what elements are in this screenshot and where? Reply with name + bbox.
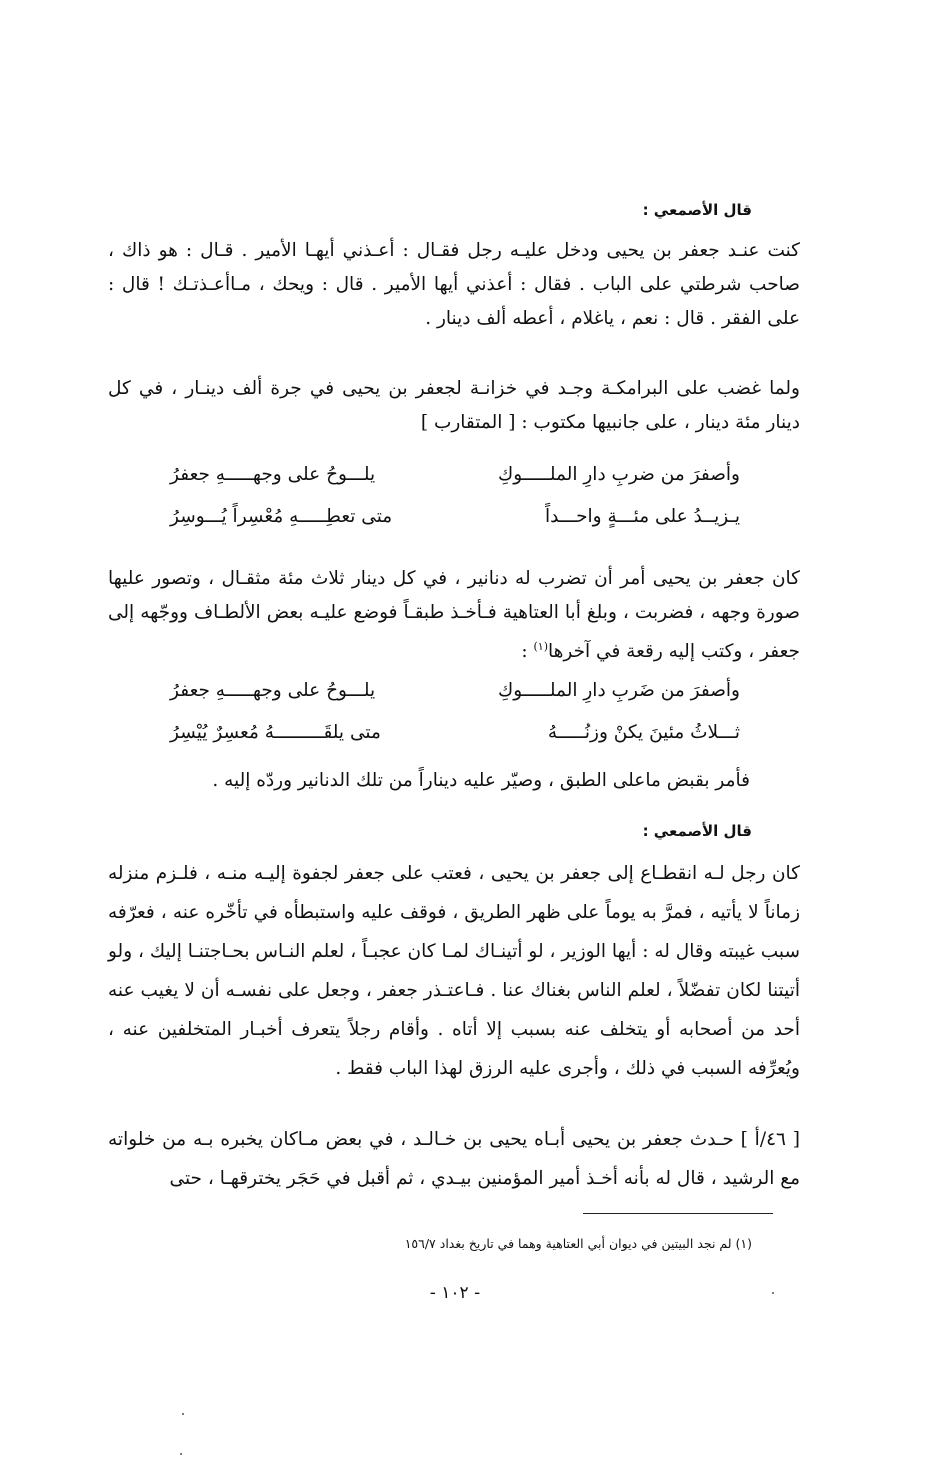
footnote-reference: (١) (533, 640, 548, 653)
scan-speck (182, 1413, 184, 1415)
verse-hemistich-first: ثـــلاثُ مئينَ يكنْ وزنُـــــهُ (547, 722, 740, 743)
footnote: (١) لم نجد البيتين في ديوان أبي العتاهية وهما في تاريخ بغداد ١٥٦/٧ (404, 1236, 752, 1251)
poem-verse (170, 464, 740, 494)
paragraph (108, 1120, 800, 1198)
paragraph (108, 854, 800, 1088)
scan-speck (772, 1292, 774, 1294)
paragraph (108, 562, 800, 669)
verse-hemistich-second: متى يلقَـــــــــهُ مُعسِرٌ يُيْسِرُ (170, 722, 381, 743)
poem-verse (170, 680, 740, 710)
paragraph-text (108, 562, 800, 669)
paragraph (108, 234, 800, 336)
verse-hemistich-second: يلـــوحُ على وجهـــــهِ جعفرُ (170, 464, 376, 485)
section-heading: قال الأصمعي : (642, 822, 752, 840)
page-number: - ١٠٢ - (429, 1283, 481, 1303)
paragraph-tail: : (521, 641, 534, 663)
paragraph-text: فأمر بقبض ماعلى الطبق ، وصيّر عليه ديناراً من تلك الدنانير وردّه إليه . (212, 770, 750, 791)
paragraph (108, 372, 800, 440)
paragraph-text: كان رجل لـه انقطـاع إلى جعفر بن يحيى ، فعتب على جعفر لجفوة إليـه منـه ، فلـزم منزله زماناً لا يأتيه ، فمرَّ به يوماً على ظهر الطريق ، فوقف عليه واستبطأه في تأخّره عنه ، فعرّفه سبب غيبته وقال له : أيها الوزير ، لو أتينـاك لمـا كان عجبـاً ، لعلم النـاس بحـاجتنـا إليك ، ولو أتيتنا لكان تفضّلاً ، لعلم الناس بغناك عنا . فـاعتـذر جعفر ، وجعل على نفسـه أن لا يغيب عنه أحد من أصحابه أو يتخلف عنه بسبب إلا أتاه . وأقام رجلاً يتعرف أخبـار المتخلفين عنه ، ويُعرِّفه السبب في ذلك ، وأجرى عليه الرزق لهذا الباب فقط . (108, 863, 800, 1079)
section-heading: قال الأصمعي : (642, 201, 752, 219)
scan-speck (180, 1453, 182, 1455)
verse-hemistich-first: وأصفرَ من ضربِ دارِ الملـــــوكِ (497, 464, 740, 485)
verse-hemistich-second: متى تعطِـــــهِ مُعْسِراً يُـــوسِرُ (170, 506, 393, 527)
paragraph-body: كان جعفر بن يحيى أمر أن تضرب له دنانير ، في كل دينار ثلاث مئة مثقـال ، وتصور عليها صورة وجهه ، فضربت ، وبلغ أبا العتاهية فـأخـذ طبقـاً فوضع عليـه بعض الألطـاف ووجّهه إلى جعفر ، وكتب إليه رقعة في آخرها (108, 568, 800, 663)
verse-hemistich-first: يـزيــدُ على مئـــةٍ واحـــداً (545, 506, 740, 527)
paragraph (180, 764, 750, 798)
poem-verse (170, 506, 740, 536)
paragraph-text: كنت عنـد جعفر بن يحيى ودخل عليـه رجل فقـال : أعـذني أيهـا الأمير . قـال : هو ذاك ، صاحب شرطتي على الباب . فقال : أعذني أيها الأمير . قال : ويحك ، مـاأعـذتـك ! قال : على الفقر . قال : نعم ، ياغلام ، أعطه ألف دينار . (108, 240, 800, 329)
footnote-separator (583, 1213, 773, 1214)
paragraph-text: [ ٤٦/أ ] حـدث جعفر بن يحيى أبـاه يحيى بن خـالـد ، في بعض مـاكان يخبره بـه من خلواته مع الرشيد ، قال له بأنه أخـذ أمير المؤمنين بيـدي ، ثم أقبل في حَجَر يخترقهـا ، حتى (108, 1129, 800, 1189)
paragraph-text: ولما غضب على البرامكـة وجـد في خزانـة لجعفر بن يحيى في جرة ألف دينـار ، في كل دينار مئة دينار ، على جانبيها مكتوب : [ المتقارب ] (108, 378, 800, 433)
poem-verse (170, 722, 740, 752)
verse-hemistich-second: يلـــوحُ على وجهـــــهِ جعفرُ (170, 680, 376, 701)
verse-hemistich-first: وأصفرَ من ضَربِ دارِ الملـــــوكِ (497, 680, 740, 701)
